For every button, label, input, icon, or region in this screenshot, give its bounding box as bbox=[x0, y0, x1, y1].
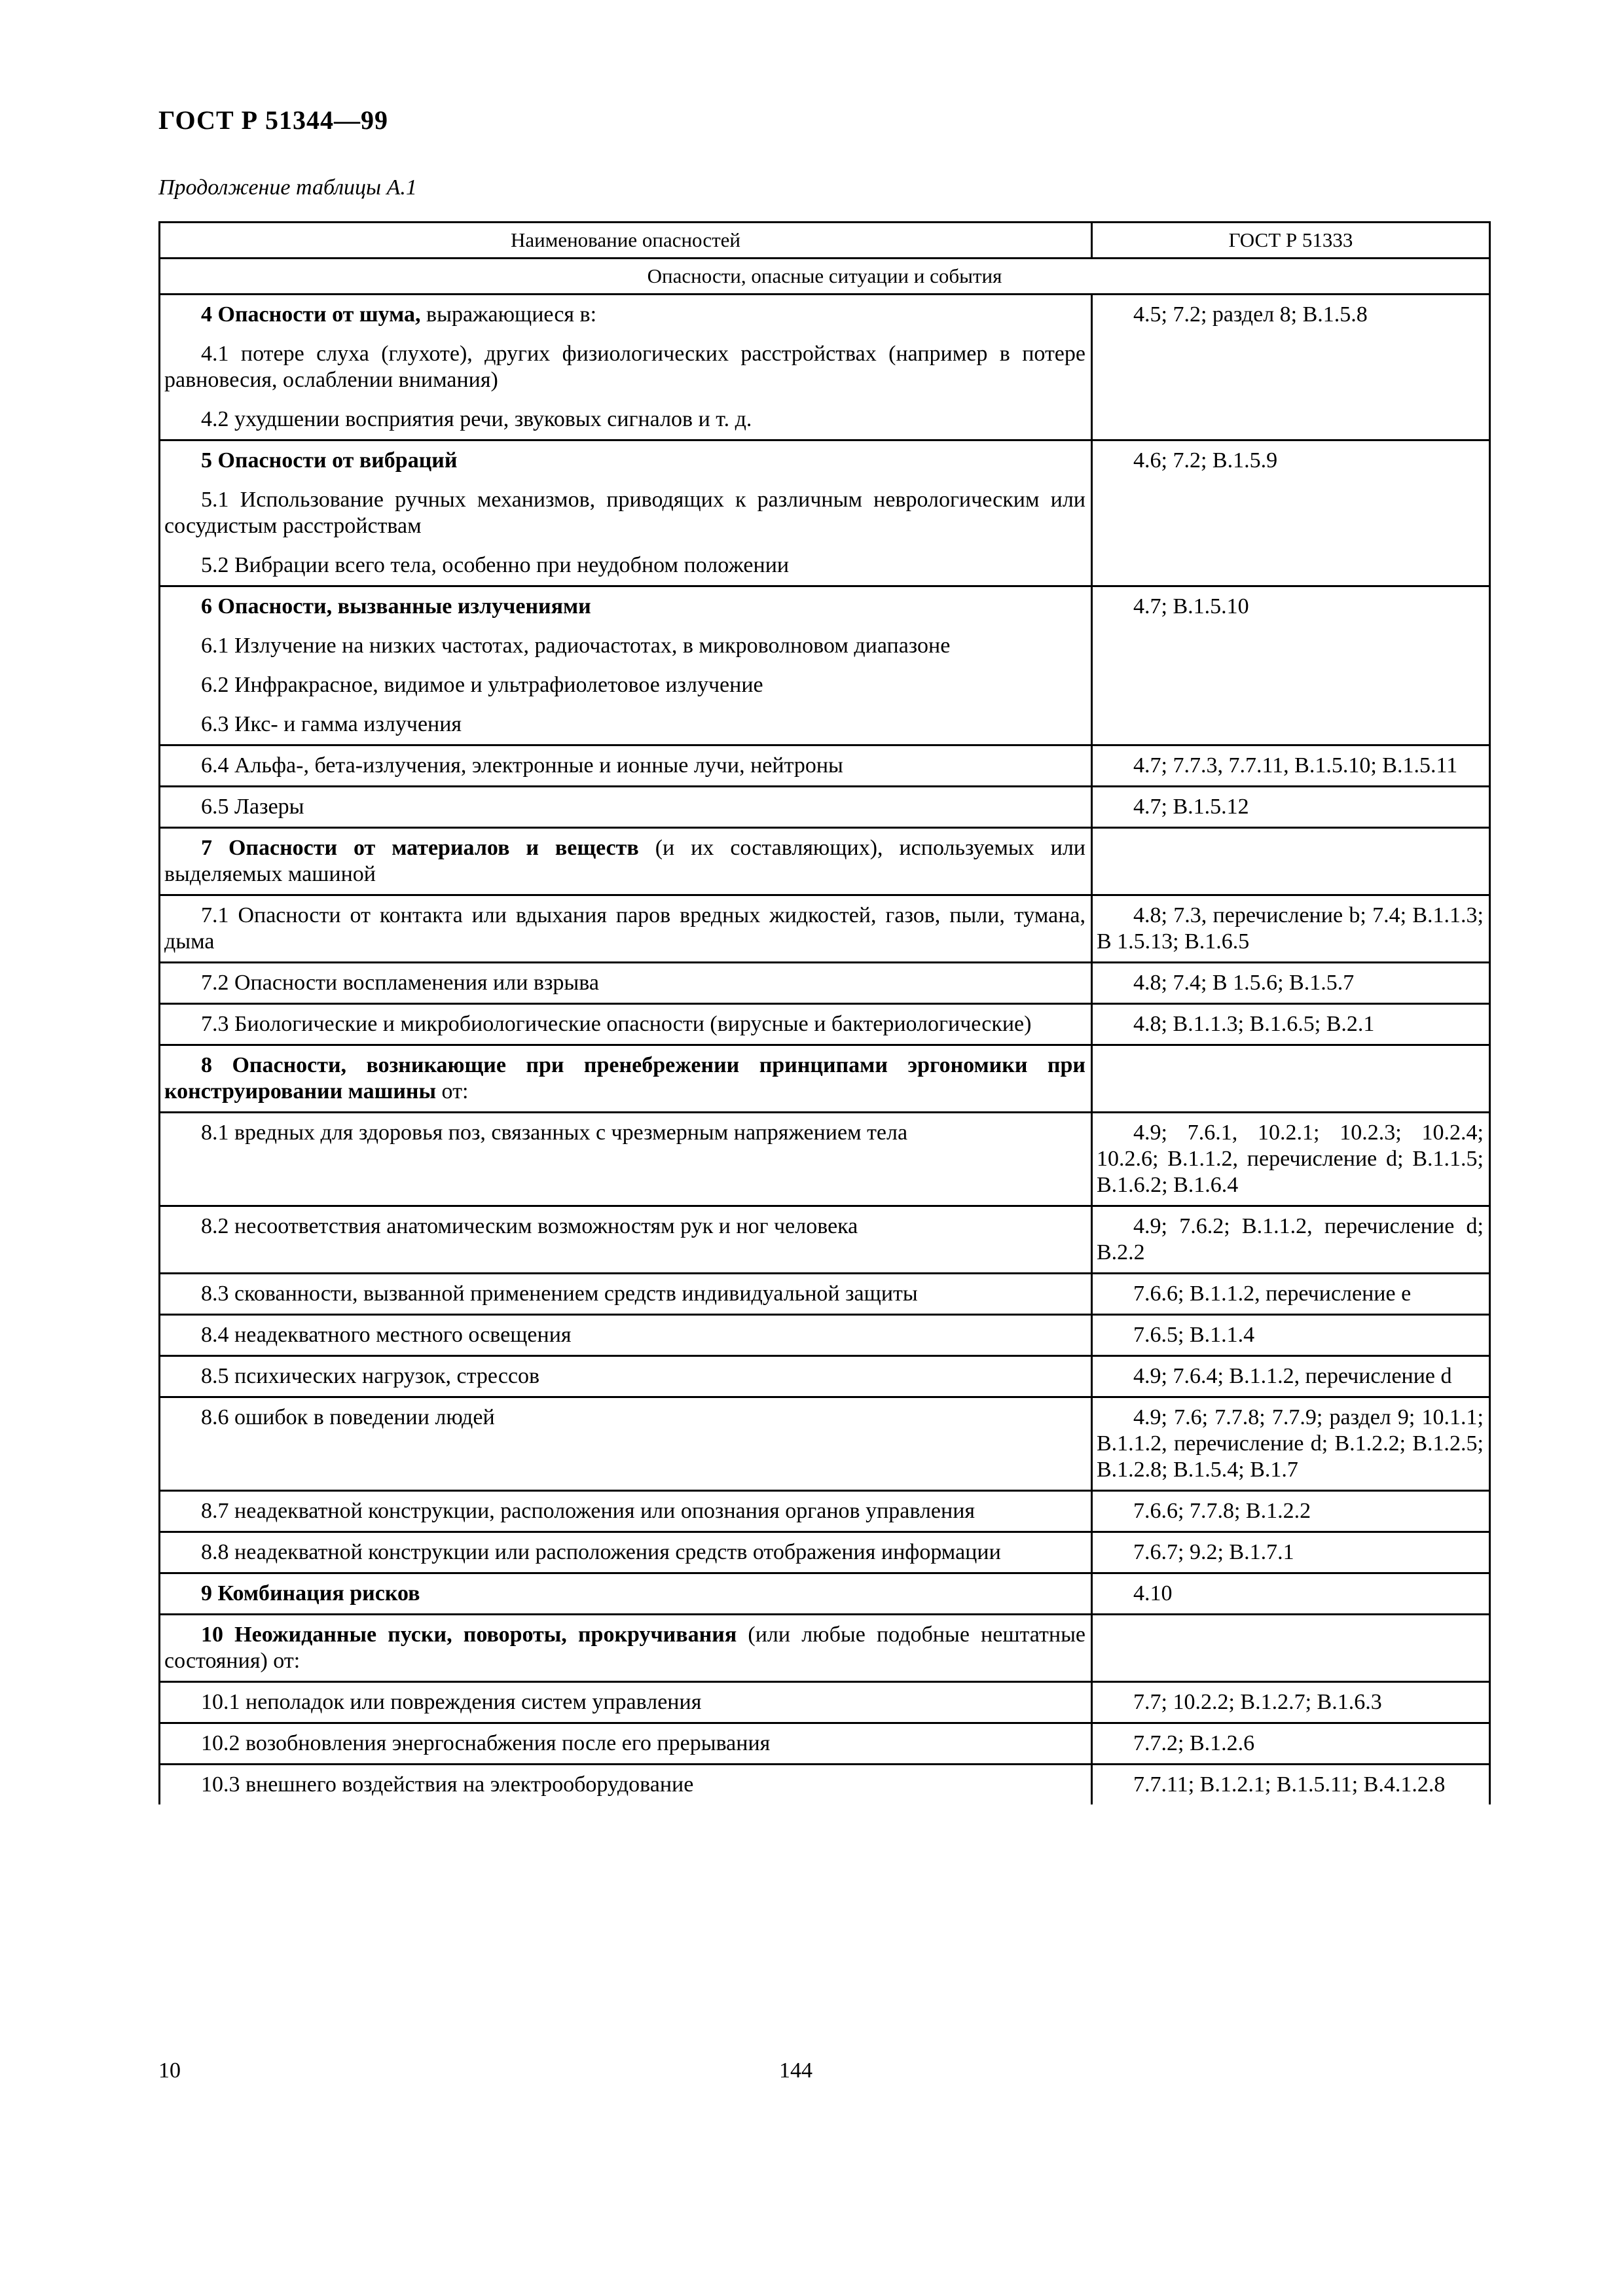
hazard-item bbox=[164, 302, 1085, 328]
hazard-cell bbox=[160, 828, 1092, 895]
table-row bbox=[160, 1532, 1490, 1573]
column-header-standard: ГОСТ Р 51333 bbox=[1092, 223, 1490, 259]
hazard-item bbox=[164, 711, 1085, 738]
hazard-item-bold: 8 Опасности, возникающие при пренебрежении принципами эргономики при конструировании машины bbox=[164, 1053, 1085, 1103]
hazard-item bbox=[164, 1581, 1085, 1607]
table-row bbox=[160, 1315, 1490, 1356]
hazard-cell bbox=[160, 295, 1092, 440]
hazard-item bbox=[164, 594, 1085, 620]
hazard-cell bbox=[160, 1573, 1092, 1615]
hazard-item bbox=[164, 1120, 1085, 1146]
document-title: ГОСТ Р 51344—99 bbox=[158, 105, 389, 135]
hazard-cell bbox=[160, 787, 1092, 828]
hazard-item-text: 10.2 возобновления энергоснабжения после его прерывания bbox=[201, 1731, 771, 1755]
hazard-cell bbox=[160, 745, 1092, 787]
table-row bbox=[160, 1491, 1490, 1532]
hazard-cell bbox=[160, 1491, 1092, 1532]
hazard-item bbox=[164, 406, 1085, 433]
table-row bbox=[160, 1113, 1490, 1206]
hazard-item bbox=[164, 1731, 1085, 1757]
table-row bbox=[160, 586, 1490, 745]
hazard-cell bbox=[160, 440, 1092, 586]
hazards-table bbox=[158, 221, 1491, 1804]
hazard-item-bold: 5 Опасности от вибраций bbox=[201, 448, 458, 473]
hazard-item-text: 6.5 Лазеры bbox=[201, 795, 304, 819]
hazard-item-text: 10.1 неполадок или повреждения систем управления bbox=[201, 1690, 702, 1714]
hazard-item bbox=[164, 1363, 1085, 1390]
hazard-cell bbox=[160, 1206, 1092, 1274]
hazard-cell bbox=[160, 1356, 1092, 1397]
reference-cell: 4.5; 7.2; раздел 8; В.1.5.8 bbox=[1092, 295, 1490, 440]
reference-cell: 4.10 bbox=[1092, 1573, 1490, 1615]
hazard-item-text: (и их составляющих), используемых или выделяемых машиной bbox=[164, 836, 1086, 886]
reference-cell: 4.9; 7.6.4; В.1.1.2, перечисление d bbox=[1092, 1356, 1490, 1397]
hazard-item bbox=[164, 1539, 1085, 1566]
table-row bbox=[160, 1682, 1490, 1723]
hazard-item-text: 6.3 Икс- и гамма излучения bbox=[201, 712, 462, 736]
hazard-item bbox=[164, 448, 1085, 474]
hazard-item bbox=[164, 1772, 1085, 1798]
hazard-item bbox=[164, 1498, 1085, 1524]
hazard-item-text: 4.1 потере слуха (глухоте), других физиологических расстройствах (например в потере равновесия, ослаблении внимания) bbox=[164, 342, 1085, 392]
hazard-item bbox=[164, 1213, 1085, 1240]
hazards-table-body bbox=[160, 223, 1490, 1805]
hazard-item bbox=[164, 1281, 1085, 1307]
hazard-item bbox=[164, 1405, 1085, 1431]
table-row bbox=[160, 1274, 1490, 1315]
reference-cell: 4.9; 7.6.2; В.1.1.2, перечисление d; В.2.2 bbox=[1092, 1206, 1490, 1274]
table-row bbox=[160, 1206, 1490, 1274]
hazard-item-text: 10.3 внешнего воздействия на электрооборудование bbox=[201, 1772, 694, 1797]
hazard-item bbox=[164, 1011, 1085, 1037]
reference-cell: 7.6.7; 9.2; В.1.7.1 bbox=[1092, 1532, 1490, 1573]
hazard-item-text: 8.7 неадекватной конструкции, расположения или опознания органов управления bbox=[201, 1499, 976, 1523]
table-header-row bbox=[160, 223, 1490, 259]
table-row bbox=[160, 1356, 1490, 1397]
hazard-item bbox=[164, 487, 1085, 539]
page-number-center: 144 bbox=[779, 2058, 812, 2083]
reference-cell: 7.7.11; В.1.2.1; В.1.5.11; В.4.1.2.8 bbox=[1092, 1765, 1490, 1805]
table-row bbox=[160, 1765, 1490, 1805]
column-header-hazards: Наименование опасностей bbox=[160, 223, 1092, 259]
hazard-item-text: 7.3 Биологические и микробиологические опасности (вирусные и бактериологические) bbox=[201, 1012, 1032, 1036]
reference-cell: 4.8; В.1.1.3; В.1.6.5; В.2.1 bbox=[1092, 1004, 1490, 1045]
hazard-item-bold: 4 Опасности от шума, bbox=[201, 302, 421, 327]
hazard-item bbox=[164, 970, 1085, 996]
hazard-item-text: 4.2 ухудшении восприятия речи, звуковых сигналов и т. д. bbox=[201, 407, 752, 431]
page-number-left: 10 bbox=[158, 2058, 181, 2083]
hazard-item-text: 7.1 Опасности от контакта или вдыхания паров вредных жидкостей, газов, пыли, тумана, дыма bbox=[164, 903, 1085, 954]
reference-cell: 4.9; 7.6; 7.7.8; 7.7.9; раздел 9; 10.1.1; В.1.1.2, перечисление d; В.1.2.2; В.1.2.5; В.1.2.8; В.1.5.4; В.1.7 bbox=[1092, 1397, 1490, 1491]
reference-cell bbox=[1092, 828, 1490, 895]
table-row bbox=[160, 1615, 1490, 1682]
table-row bbox=[160, 963, 1490, 1004]
reference-cell: 4.7; В.1.5.10 bbox=[1092, 586, 1490, 745]
reference-cell: 7.6.5; В.1.1.4 bbox=[1092, 1315, 1490, 1356]
table-row bbox=[160, 1397, 1490, 1491]
hazard-cell bbox=[160, 895, 1092, 963]
reference-cell: 4.7; 7.7.3, 7.7.11, В.1.5.10; В.1.5.11 bbox=[1092, 745, 1490, 787]
table-row bbox=[160, 787, 1490, 828]
section-header: Опасности, опасные ситуации и события bbox=[160, 259, 1490, 295]
hazard-item bbox=[164, 633, 1085, 659]
hazard-item bbox=[164, 1689, 1085, 1715]
hazard-item-text: 8.4 неадекватного местного освещения bbox=[201, 1323, 572, 1347]
hazard-item bbox=[164, 835, 1085, 888]
hazard-item bbox=[164, 1052, 1085, 1105]
hazard-item-text: 8.5 психических нагрузок, стрессов bbox=[201, 1364, 540, 1388]
table-row bbox=[160, 745, 1490, 787]
hazard-item bbox=[164, 672, 1085, 698]
hazard-item-text: от: bbox=[436, 1079, 469, 1103]
hazard-cell bbox=[160, 1682, 1092, 1723]
hazard-item bbox=[164, 341, 1085, 393]
hazard-item bbox=[164, 903, 1085, 955]
table-row bbox=[160, 1723, 1490, 1765]
hazard-item-text: 8.6 ошибок в поведении людей bbox=[201, 1405, 495, 1429]
reference-cell: 7.6.6; 7.7.8; В.1.2.2 bbox=[1092, 1491, 1490, 1532]
hazard-item-bold: 9 Комбинация рисков bbox=[201, 1581, 420, 1605]
hazard-item bbox=[164, 1622, 1085, 1674]
hazard-cell bbox=[160, 1315, 1092, 1356]
hazard-item bbox=[164, 753, 1085, 779]
hazard-item-text: 8.8 неадекватной конструкции или расположения средств отображения информации bbox=[201, 1540, 1001, 1564]
hazard-cell bbox=[160, 1113, 1092, 1206]
hazard-cell bbox=[160, 1274, 1092, 1315]
hazard-cell bbox=[160, 1532, 1092, 1573]
table-caption: Продолжение таблицы А.1 bbox=[158, 175, 417, 200]
reference-cell: 4.7; В.1.5.12 bbox=[1092, 787, 1490, 828]
table-row bbox=[160, 895, 1490, 963]
reference-cell: 4.6; 7.2; В.1.5.9 bbox=[1092, 440, 1490, 586]
hazard-item-text: (или любые подобные нештатные состояния) от: bbox=[164, 1623, 1085, 1673]
hazard-cell bbox=[160, 1723, 1092, 1765]
hazard-item-text: 8.2 несоответствия анатомическим возможностям рук и ног человека bbox=[201, 1214, 858, 1238]
hazard-cell bbox=[160, 1004, 1092, 1045]
reference-cell: 4.9; 7.6.1, 10.2.1; 10.2.3; 10.2.4; 10.2.6; В.1.1.2, перечисление d; В.1.1.5; В.1.6.2; В.1.6.4 bbox=[1092, 1113, 1490, 1206]
hazard-cell bbox=[160, 1765, 1092, 1805]
hazard-cell bbox=[160, 586, 1092, 745]
hazard-item-text: 7.2 Опасности воспламенения или взрыва bbox=[201, 971, 599, 995]
reference-cell: 4.8; 7.3, перечисление b; 7.4; В.1.1.3; В 1.5.13; В.1.6.5 bbox=[1092, 895, 1490, 963]
reference-cell bbox=[1092, 1615, 1490, 1682]
table-row bbox=[160, 1573, 1490, 1615]
table-row bbox=[160, 1045, 1490, 1113]
hazard-cell bbox=[160, 1397, 1092, 1491]
table-row bbox=[160, 295, 1490, 440]
reference-cell bbox=[1092, 1045, 1490, 1113]
hazard-cell bbox=[160, 963, 1092, 1004]
hazard-item-text: 6.2 Инфракрасное, видимое и ультрафиолетовое излучение bbox=[201, 673, 763, 697]
reference-cell: 7.7.2; В.1.2.6 bbox=[1092, 1723, 1490, 1765]
hazard-item bbox=[164, 552, 1085, 579]
hazard-item-bold: 10 Неожиданные пуски, повороты, прокручивания bbox=[201, 1623, 737, 1647]
hazard-cell bbox=[160, 1045, 1092, 1113]
hazard-item-text: 6.1 Излучение на низких частотах, радиочастотах, в микроволновом диапазоне bbox=[201, 634, 951, 658]
hazard-item-bold: 7 Опасности от материалов и веществ bbox=[201, 836, 639, 860]
hazard-item-text: 5.2 Вибрации всего тела, особенно при неудобном положении bbox=[201, 553, 790, 577]
reference-cell: 7.7; 10.2.2; В.1.2.7; В.1.6.3 bbox=[1092, 1682, 1490, 1723]
table-row bbox=[160, 1004, 1490, 1045]
table-row bbox=[160, 440, 1490, 586]
reference-cell: 7.6.6; В.1.1.2, перечисление е bbox=[1092, 1274, 1490, 1315]
hazard-item-text: 8.3 скованности, вызванной применением средств индивидуальной защиты bbox=[201, 1282, 918, 1306]
hazard-item-text: выражающиеся в: bbox=[420, 302, 597, 327]
hazard-cell bbox=[160, 1615, 1092, 1682]
table-row bbox=[160, 828, 1490, 895]
section-row bbox=[160, 259, 1490, 295]
reference-cell: 4.8; 7.4; В 1.5.6; В.1.5.7 bbox=[1092, 963, 1490, 1004]
hazard-item-bold: 6 Опасности, вызванные излучениями bbox=[201, 594, 591, 619]
hazard-item-text: 6.4 Альфа-, бета-излучения, электронные и ионные лучи, нейтроны bbox=[201, 753, 843, 778]
hazard-item-text: 8.1 вредных для здоровья поз, связанных с чрезмерным напряжением тела bbox=[201, 1121, 908, 1145]
hazard-item bbox=[164, 794, 1085, 820]
hazard-item bbox=[164, 1322, 1085, 1348]
hazard-item-text: 5.1 Использование ручных механизмов, приводящих к различным неврологическим или сосудистым расстройствам bbox=[164, 488, 1085, 538]
